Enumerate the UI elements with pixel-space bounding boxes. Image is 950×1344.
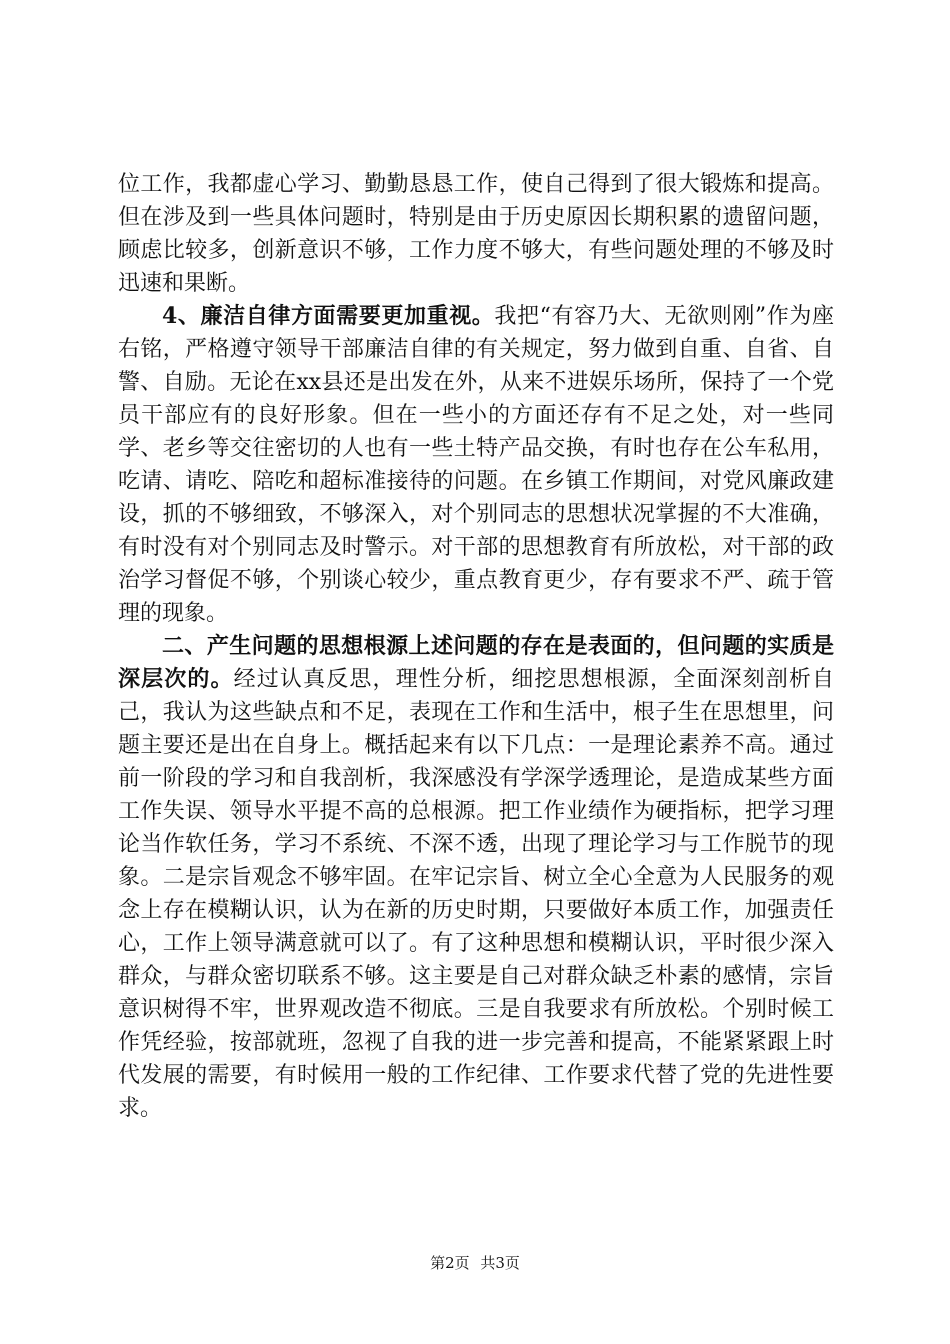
- paragraph-continuation: [118, 168, 834, 300]
- page-number: 第2页: [430, 1254, 470, 1272]
- paragraph-integrity: [118, 300, 834, 630]
- page-total: 共3页: [480, 1254, 520, 1272]
- page-footer: [0, 1252, 950, 1273]
- paragraph-text: 经过认真反思，理性分析，细挖思想根源，全面深刻剖析自己，我认为这些缺点和不足，表现在工作和生活中，根子生在思想里，问题主要还是出在自身上。概括起来有以下几点：一是理论素养不高。通过前一阶段的学习和自我剖析，我深感没有学深学透理论，是造成某些方面工作失误、领导水平提不高的总根源。把工作业绩作为硬指标，把学习理论当作软任务，学习不系统、不深不透，出现了理论学习与工作脱节的现象。二是宗旨观念不够牢固。在牢记宗旨、树立全心全意为人民服务的观念上存在模糊认识，认为在新的历史时期，只要做好本质工作，加强责任心，工作上领导满意就可以了。有了这种思想和模糊认识，平时很少深入群众，与群众密切联系不够。这主要是自己对群众缺乏朴素的感情，宗旨意识树得不牢，世界观改造不彻底。三是自我要求有所放松。个别时候工作凭经验，按部就班，忽视了自我的进一步完善和提高，不能紧紧跟上时代发展的需要，有时候用一般的工作纪律、工作要求代替了党的先进性要求。: [118, 667, 834, 1121]
- section-heading: 二、产生问题的思想根源上述问题的存在是表面的，但问题的实质是深层次的。: [118, 633, 834, 692]
- paragraph-text: 我把“有容乃大、无欲则刚”作为座右铭，严格遵守领导干部廉洁自律的有关规定，努力做到自重、自省、自警、自励。无论在xx县还是出发在外，从来不进娱乐场所，保持了一个党员干部应有的良好形象。但在一些小的方面还存有不足之处，对一些同学、老乡等交往密切的人也有一些土特产品交换，有时也存在公车私用，吃请、请吃、陪吃和超标准接待的问题。在乡镇工作期间，对党风廉政建设，抓的不够细致，不够深入，对个别同志的思想状况掌握的不大准确，有时没有对个别同志及时警示。对干部的思想教育有所放松，对干部的政治学习督促不够，个别谈心较少，重点教育更少，存有要求不严、疏于管理的现象。: [118, 304, 834, 626]
- document-body: [118, 168, 834, 1125]
- paragraph-text: 位工作，我都虚心学习、勤勤恳恳工作，使自己得到了很大锻炼和提高。但在涉及到一些具体问题时，特别是由于历史原因长期积累的遗留问题，顾虑比较多，创新意识不够，工作力度不够大，有些问题处理的不够及时迅速和果断。: [118, 172, 834, 296]
- paragraph-root-cause: [118, 630, 834, 1125]
- section-heading: 4、廉洁自律方面需要更加重视。: [162, 303, 495, 329]
